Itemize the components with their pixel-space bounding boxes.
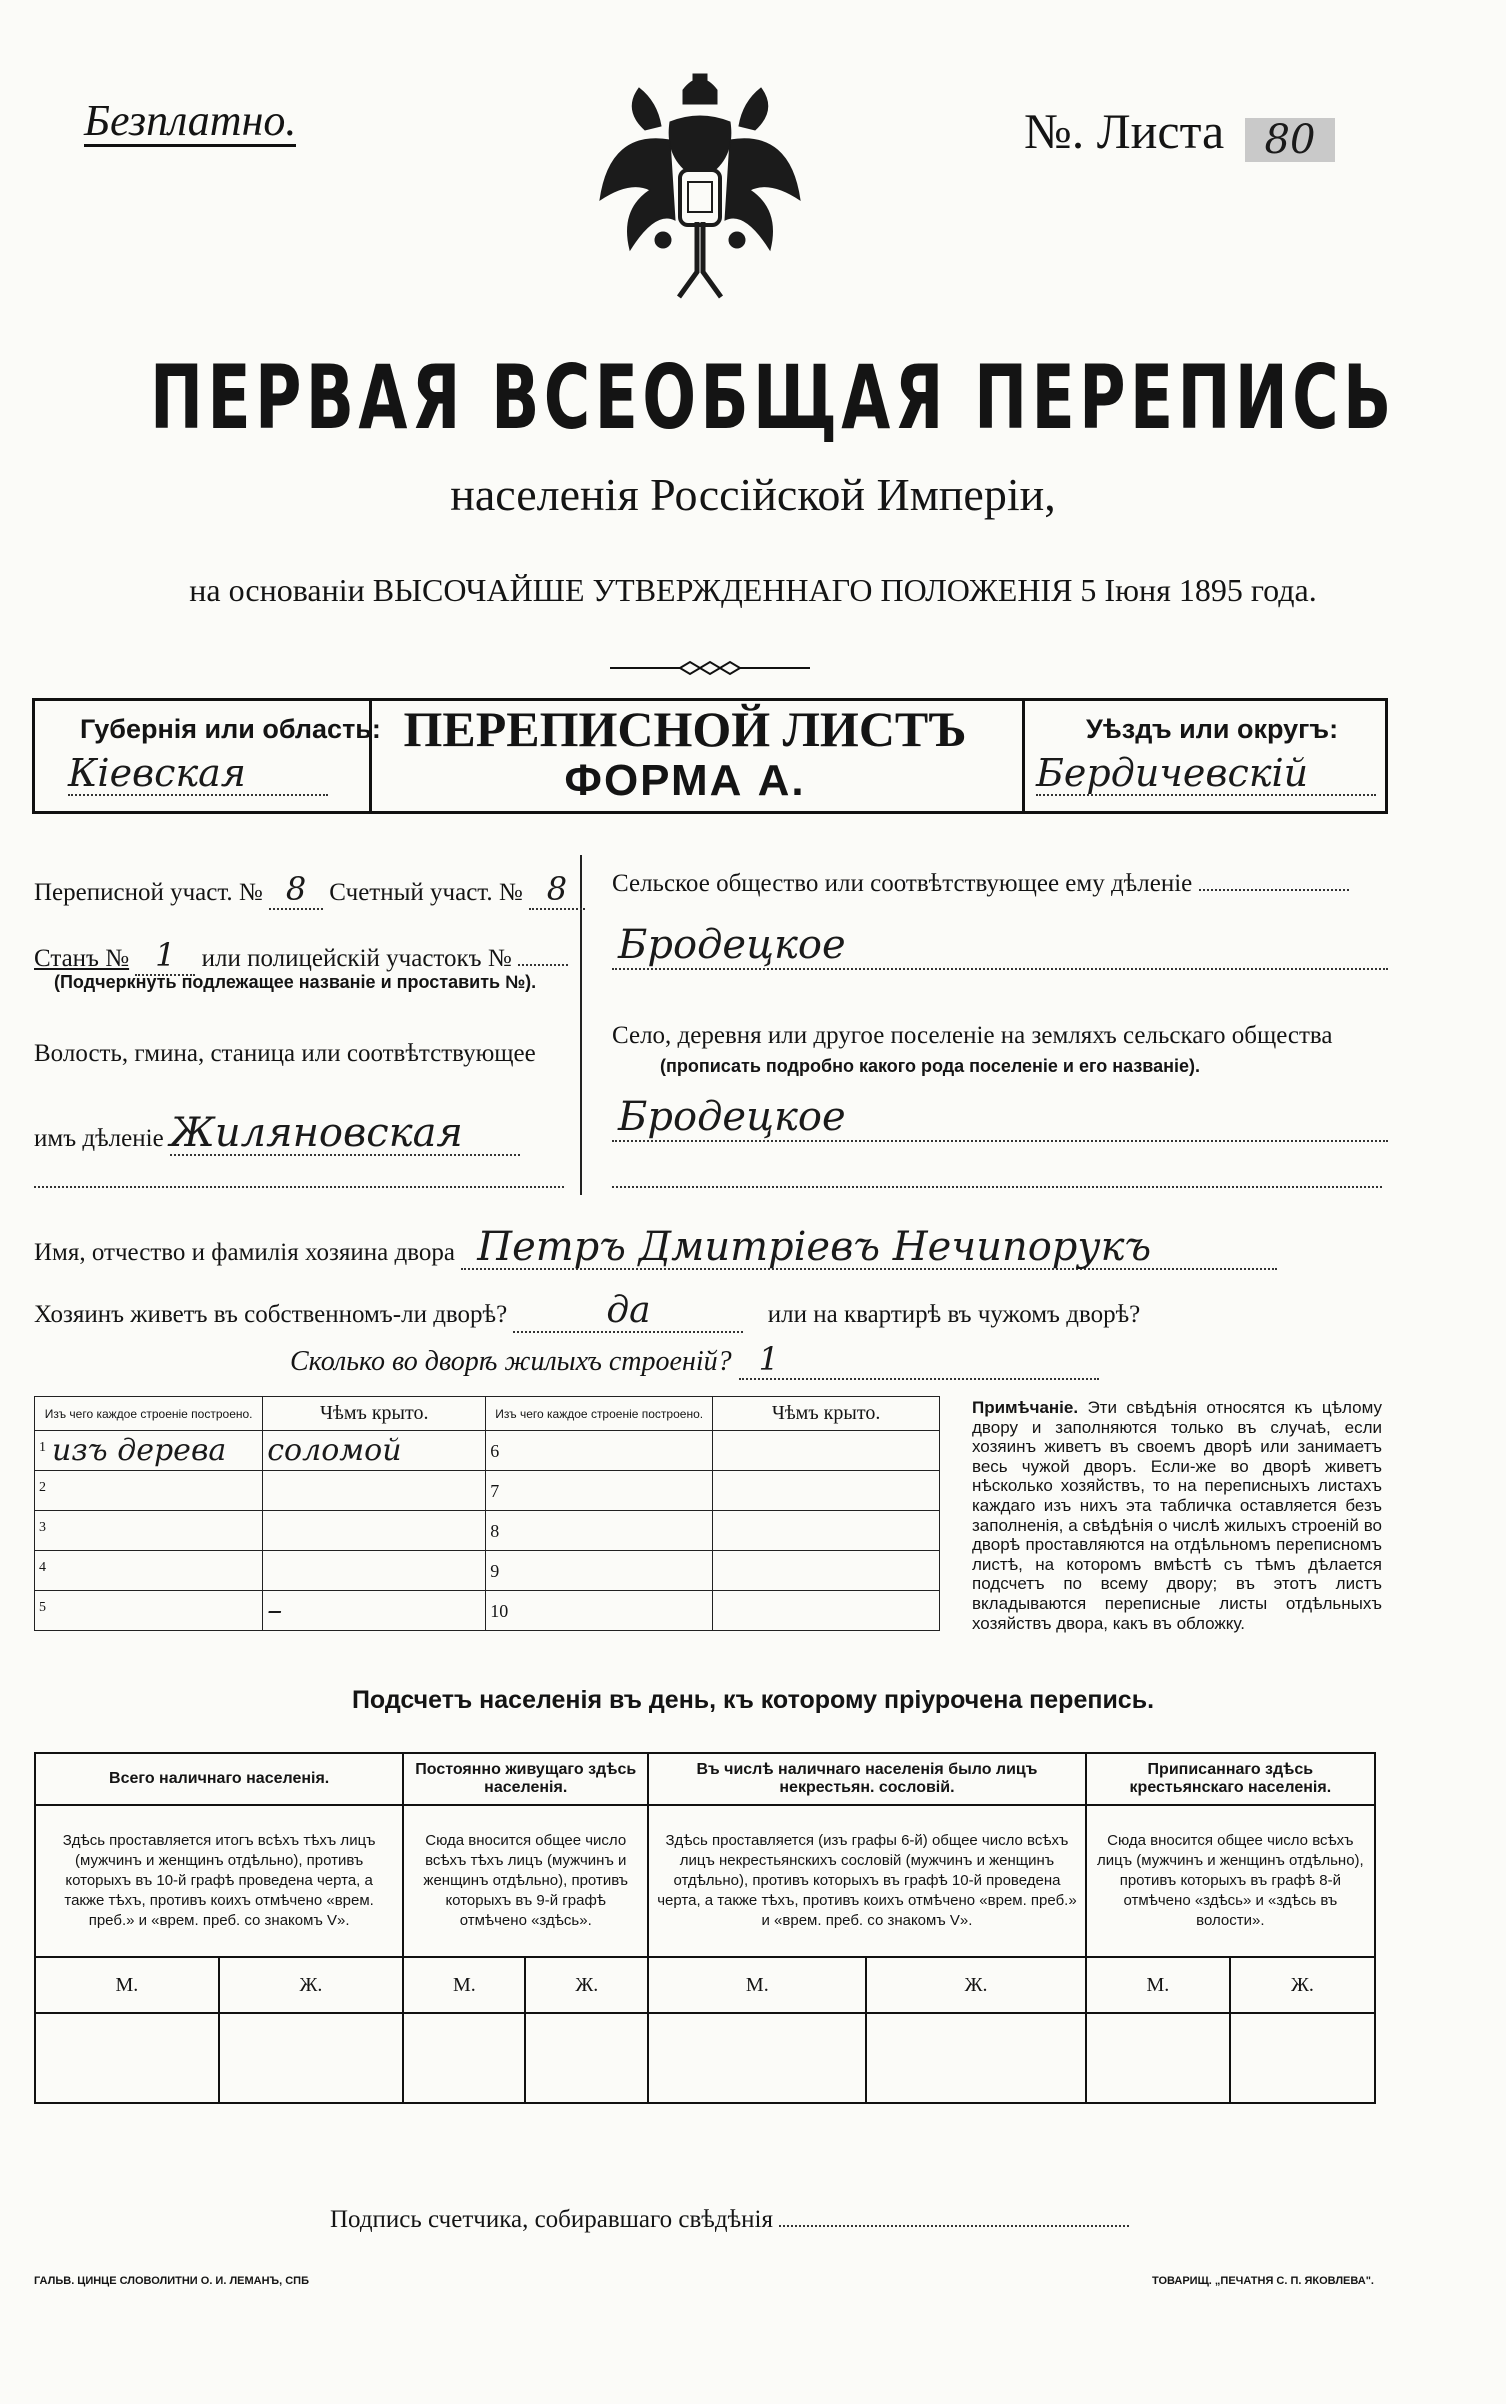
remark-text: [972, 1398, 1382, 1633]
house-built-cell: [486, 1431, 713, 1471]
census-plot-row: [34, 870, 585, 910]
uezd-label: Уѣздъ или округъ:: [1086, 714, 1339, 744]
main-title: ПЕРВАЯ ВСЕОБЩАЯ ПЕРЕПИСЬ: [150, 346, 1396, 449]
owner-lives-row: [34, 1290, 1140, 1333]
house-roof-cell: [263, 1551, 486, 1591]
house-built-cell: [35, 1591, 263, 1631]
stan-value: 1: [135, 936, 195, 976]
sheet-number-label: №. Листа: [1024, 103, 1225, 159]
society-value: Бродецкое: [612, 922, 1388, 970]
volost-row: [34, 1112, 520, 1156]
house-built-cell: [486, 1511, 713, 1551]
subtitle: населенія Россійской Имперіи,: [450, 469, 1056, 520]
house-roof-cell: [713, 1551, 940, 1591]
male-header: М.: [1086, 1957, 1230, 2013]
signature-label: Подпись счетчика, собиравшаго свѣдѣнія: [330, 2206, 773, 2233]
house-number: 9: [490, 1561, 500, 1581]
house-roof-cell: [263, 1431, 486, 1471]
col-built-header: Изъ чего каждое строеніе построено.: [35, 1397, 263, 1431]
male-header: М.: [35, 1957, 219, 2013]
male-count-cell: [403, 2013, 525, 2103]
underline-note: (Подчеркнуть подлежащее названіе и проставить №).: [54, 972, 537, 992]
house-number: 8: [490, 1521, 500, 1541]
remark-label: Примѣчаніе.: [972, 1398, 1079, 1417]
population-col-title: Приписаннаго здѣсь крестьянскаго населенія.: [1086, 1753, 1375, 1805]
population-col-desc: Сюда вносится общее число всѣхъ тѣхъ лицъ (мужчинъ и женщинъ отдѣльно), противъ которыхъ въ 9-й графѣ отмѣчено «здѣсь».: [403, 1805, 648, 1957]
houses-table: [34, 1396, 940, 1631]
house-number: 6: [490, 1441, 500, 1461]
female-header: Ж.: [866, 1957, 1085, 2013]
house-built-cell: [486, 1591, 713, 1631]
count-plot-label: Счетный участ. №: [329, 879, 523, 906]
house-number: 7: [490, 1481, 500, 1501]
owner-name-label: Имя, отчество и фамилія хозяина двора: [34, 1239, 455, 1266]
house-number: 4: [39, 1560, 46, 1575]
houses-row: [35, 1591, 940, 1631]
houses-row: [35, 1471, 940, 1511]
house-roof-cell: [713, 1431, 940, 1471]
male-header: М.: [648, 1957, 866, 2013]
house-roof-cell: [263, 1471, 486, 1511]
basis-text: на основаніи ВЫСОЧАЙШЕ УТВЕРЖДЕННАГО ПОЛОЖЕНІЯ 5 Іюня 1895 года.: [189, 572, 1317, 608]
female-header: Ж.: [219, 1957, 404, 2013]
col-built-header-2: Изъ чего каждое строеніе построено.: [486, 1397, 713, 1431]
house-roof-value: –: [267, 1593, 283, 1628]
stan-label: Станъ №: [34, 945, 130, 972]
police-label: или полицейскій участокъ №: [201, 945, 512, 972]
volost-value: Жиляновская: [170, 1112, 520, 1156]
house-number: 5: [39, 1600, 46, 1615]
house-roof-cell: [263, 1591, 486, 1631]
house-roof-value: соломой: [267, 1433, 402, 1468]
volost-label-2: имъ дѣленіе: [34, 1125, 164, 1152]
count-plot-value: 8: [529, 870, 585, 910]
left-extra-line: [34, 1186, 564, 1188]
form-subtitle: ФОРМА А.: [564, 756, 806, 805]
population-col-title: Въ числѣ наличнаго населенія было лицъ некрестьян. сословій.: [648, 1753, 1085, 1805]
population-col-title: Постоянно живущаго здѣсь населенія.: [403, 1753, 648, 1805]
sheet-number-value: 80: [1245, 118, 1335, 162]
house-built-cell: [486, 1551, 713, 1591]
gubernia-label: Губернія или область:: [80, 714, 381, 744]
village-value: Бродецкое: [612, 1094, 1388, 1142]
houses-row: [35, 1431, 940, 1471]
volost-label: Волость, гмина, станица или соотвѣтствующее: [34, 1040, 536, 1067]
population-col-desc: Здѣсь проставляется итогъ всѣхъ тѣхъ лицъ (мужчинъ и женщинъ отдѣльно), противъ которыхъ въ 10-й графѣ проведена черта, а также тѣхъ, противъ коихъ отмѣчено «врем. преб.» и «врем. преб. со знакомъ V».: [35, 1805, 403, 1957]
society-label: Сельское общество или соотвѣтствующее ему дѣленіе: [612, 870, 1193, 897]
house-built-cell: [35, 1551, 263, 1591]
buildings-label: Сколько во дворѣ жилыхъ строеній?: [290, 1346, 732, 1377]
house-built-cell: [35, 1511, 263, 1551]
house-roof-cell: [713, 1591, 940, 1631]
female-header: Ж.: [525, 1957, 648, 2013]
population-col-title: Всего наличнаго населенія.: [35, 1753, 403, 1805]
owner-or-label: или на квартирѣ въ чужомъ дворѣ?: [767, 1301, 1141, 1328]
house-built-cell: [35, 1431, 263, 1471]
houses-row: [35, 1511, 940, 1551]
male-count-cell: [35, 2013, 219, 2103]
female-count-cell: [525, 2013, 648, 2103]
village-note: (прописать подробно какого рода поселеніе и его названіе).: [660, 1056, 1201, 1076]
form-title: ПЕРЕПИСНОЙ ЛИСТЪ: [403, 701, 967, 757]
house-number: 10: [490, 1601, 509, 1621]
signature-row: [330, 2206, 1129, 2234]
footer-left: ГАЛЬВ. ЦИНЦЕ СЛОВОЛИТНИ О. И. ЛЕМАНЪ, СПБ: [34, 2275, 309, 2287]
ornament-divider: [610, 660, 810, 676]
house-number: 1: [39, 1440, 46, 1455]
free-label: Безплатно.: [84, 96, 297, 145]
imperial-eagle-icon: [585, 70, 815, 320]
female-count-cell: [219, 2013, 404, 2103]
male-header: М.: [403, 1957, 525, 2013]
population-col-desc: Сюда вносится общее число всѣхъ лицъ (мужчинъ и женщинъ отдѣльно), противъ которыхъ въ графѣ 8-й отмѣчено «здѣсь» и «здѣсь въ волости».: [1086, 1805, 1375, 1957]
female-count-cell: [866, 2013, 1085, 2103]
census-plot-value: 8: [269, 870, 323, 910]
house-built-cell: [486, 1471, 713, 1511]
owner-lives-label: Хозяинъ живетъ въ собственномъ-ли дворѣ?: [34, 1301, 508, 1328]
population-col-desc: Здѣсь проставляется (изъ графы 6-й) общее число всѣхъ лицъ некрестьянскихъ сословій (мужчинъ и женщинъ отдѣльно), противъ которыхъ въ графѣ 10-й проведена черта, а также тѣхъ, противъ коихъ отмѣчено «врем. преб.» и «врем. преб. со знакомъ V».: [648, 1805, 1085, 1957]
col-roof-header-2: Чѣмъ крыто.: [713, 1397, 940, 1431]
female-header: Ж.: [1230, 1957, 1375, 2013]
population-heading: Подсчетъ населенія въ день, къ которому пріурочена перепись.: [351, 1686, 1155, 1714]
population-table: [34, 1752, 1376, 2104]
house-roof-cell: [263, 1511, 486, 1551]
female-count-cell: [1230, 2013, 1375, 2103]
house-number: 3: [39, 1520, 46, 1535]
gubernia-value: Кіевская: [68, 752, 328, 796]
male-count-cell: [1086, 2013, 1230, 2103]
uezd-value: Бердичевскій: [1036, 752, 1376, 796]
buildings-value: 1: [739, 1340, 1099, 1380]
village-extra-line: [612, 1186, 1382, 1188]
signature-line: [779, 2225, 1129, 2227]
owner-row: [34, 1226, 1277, 1270]
remark-body: Эти свѣдѣнія относятся къ цѣлому двору и заполняются только въ случаѣ, если хозяинъ живетъ въ своемъ дворѣ или занимаетъ весь чужой дворъ. Если-же во дворѣ живетъ нѣсколько хозяйствъ, то на переписныхъ листахъ каждаго изъ нихъ эта табличка оставляется безъ заполненія, а свѣдѣнія о числѣ жилыхъ строеній во дворѣ проставляются на отдѣльномъ переписномъ листѣ, на которомъ вмѣстѣ съ тѣмъ дѣлается подсчетъ по всему двору; въ этотъ листъ вкладываются переписные листы отдѣльныхъ хозяйствъ двора, какъ въ обложку.: [972, 1398, 1382, 1633]
house-roof-cell: [713, 1471, 940, 1511]
footer-right: ТОВАРИЩ. „ПЕЧАТНЯ С. П. ЯКОВЛЕВА".: [1152, 2275, 1374, 2287]
house-number: 2: [39, 1480, 46, 1495]
village-label: Село, деревня или другое поселеніе на земляхъ сельскаго общества: [612, 1022, 1333, 1049]
buildings-row: [290, 1340, 1099, 1380]
male-count-cell: [648, 2013, 866, 2103]
society-row: [612, 870, 1349, 898]
police-value: [518, 964, 568, 966]
col-roof-header: Чѣмъ крыто.: [263, 1397, 486, 1431]
house-built-cell: [35, 1471, 263, 1511]
census-plot-label: Переписной участ. №: [34, 879, 263, 906]
houses-row: [35, 1551, 940, 1591]
house-roof-cell: [713, 1511, 940, 1551]
owner-lives-value: да: [513, 1290, 743, 1333]
owner-name-value: Петръ Дмитріевъ Нечипорукъ: [461, 1226, 1277, 1270]
house-built-value: изъ дерева: [52, 1433, 227, 1468]
stan-row: [34, 936, 568, 976]
